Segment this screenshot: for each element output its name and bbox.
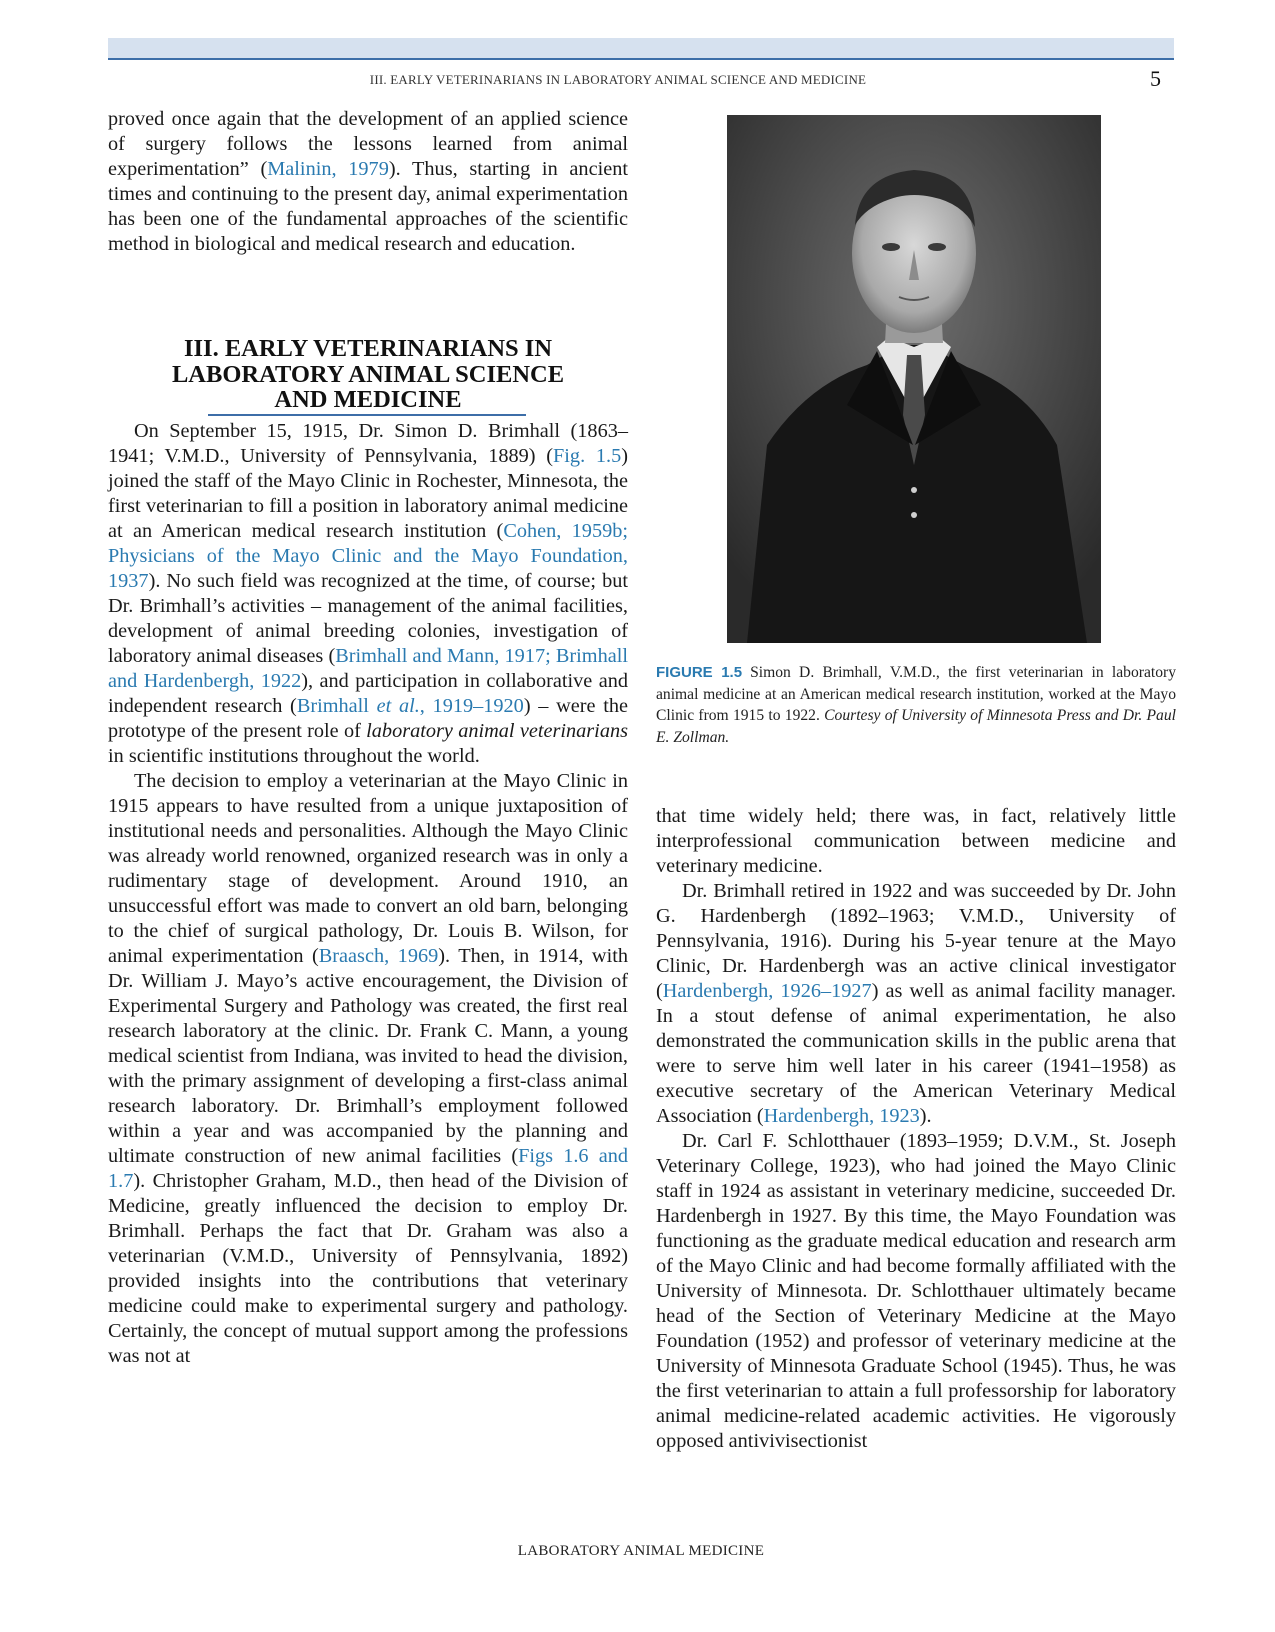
text: ). — [919, 1105, 932, 1127]
citation-link[interactable]: Brimhall and Mann, 1917; Brimhall and Hardenbergh, 1922 — [108, 645, 628, 692]
section-heading — [108, 336, 628, 413]
citation-link[interactable]: Braasch, 1969 — [318, 945, 439, 967]
citation-link[interactable] — [297, 695, 524, 717]
portrait-photo-illustration — [727, 115, 1101, 643]
citation-link[interactable]: Cohen, 1959b; Physicians of the Mayo Clinic and the Mayo Foundation, 1937 — [108, 520, 628, 592]
paragraph — [108, 769, 628, 1369]
left-intro-paragraph — [108, 107, 628, 257]
page-number: 5 — [1150, 66, 1161, 91]
text: ) – were the prototype of the present role of — [108, 695, 628, 742]
text: proved once again that the development of an applied science of surgery follows the lessons learned from animal experimentation” ( — [108, 108, 628, 180]
header-band — [108, 38, 1174, 60]
text: that time widely held; there was, in fact, relatively little interprofessional communication between medicine and veterinary medicine. — [656, 805, 1176, 877]
text: Dr. Brimhall retired in 1922 and was succeeded by Dr. John G. Hardenbergh (1892–1963; V.M.D., University of Pennsylvania, 1916). During his 5-year tenure at the Mayo Clinic, Dr. Hardenbergh was an active clinical investigator ( — [656, 880, 1176, 1002]
text: Dr. Carl F. Schlotthauer (1893–1959; D.V.M., St. Joseph Veterinary College, 1923), who had joined the Mayo Clinic staff in 1924 as assistant in veterinary medicine, succeeded Dr. Hardenbergh in 1927. By this time, the Mayo Foundation was functioning as the graduate medical education and research arm of the Mayo Clinic and had become formally affiliated with the University of Minnesota. Dr. Schlotthauer ultimately became head of the Section of Veterinary Medicine at the Mayo Foundation (1952) and professor of veterinary medicine at the University of Minnesota Graduate School (1945). Thus, he was the first veterinarian to attain a full professorship for laboratory animal medicine-related academic activities. He vigorously opposed antivivisectionist — [656, 1130, 1176, 1452]
paragraph — [656, 879, 1176, 1129]
text: ). Then, in 1914, with Dr. William J. Mayo’s active encouragement, the Division of Experimental Surgery and Pathology was created, the first real research laboratory at the clinic. Dr. Frank C. Mann, a young medical scientist from Indiana, was invited to head the division, with the primary assignment of developing a first-class animal research laboratory. Dr. Brimhall’s employment followed within a year and was accompanied by the planning and ultimate construction of new animal facilities ( — [108, 945, 628, 1167]
paragraph — [108, 419, 628, 769]
heading-underline — [208, 414, 526, 416]
portrait-photo — [727, 115, 1101, 643]
figure-caption — [656, 662, 1176, 748]
left-body — [108, 419, 628, 1369]
text: ). Christopher Graham, M.D., then head of the Division of Medicine, greatly influenced the decision to employ Dr. Brimhall. Perhaps the fact that Dr. Graham was also a veterinarian (V.M.D., University of Pennsylvania, 1892) provided insights into the contributions that veterinary medicine could make to experimental surgery and pathology. Certainly, the concept of mutual support among the professions was not at — [108, 1170, 628, 1367]
text: On September 15, 1915, Dr. Simon D. Brimhall (1863–1941; V.M.D., University of Pennsylvania, 1889) ( — [108, 420, 628, 467]
caption-credit: Courtesy of University of Minnesota Press and Dr. Paul E. Zollman. — [656, 707, 1176, 746]
text: ). Thus, starting in ancient times and continuing to the present day, animal experimentation has been one of the fundamental approaches of the scientific method in biological and medical research and education. — [108, 158, 628, 255]
text: in scientific institutions throughout the world. — [108, 745, 480, 767]
text: ). No such field was recognized at the time, of course; but Dr. Brimhall’s activities – management of the animal facilities, development of animal breeding colonies, investigation of laboratory animal diseases ( — [108, 570, 628, 667]
text: The decision to employ a veterinarian at the Mayo Clinic in 1915 appears to have resulted from a unique juxtaposition of institutional needs and personalities. Although the Mayo Clinic was already world renowned, organized research was in only a rudimentary stage of development. Around 1910, an unsuccessful effort was made to convert an old barn, belonging to the chief of surgical pathology, Dr. Louis B. Wilson, for animal experimentation ( — [108, 770, 628, 967]
citation-link[interactable]: Hardenbergh, 1923 — [763, 1105, 920, 1127]
paragraph — [656, 1129, 1176, 1454]
heading-line: AND MEDICINE — [274, 386, 462, 413]
text: ) joined the staff of the Mayo Clinic in Rochester, Minnesota, the first veterinarian to fill a position in laboratory animal medicine at an American medical research institution ( — [108, 445, 628, 542]
citation-link[interactable]: Fig. 1.5 — [553, 445, 622, 467]
paragraph — [656, 804, 1176, 879]
heading-line: LABORATORY ANIMAL SCIENCE — [171, 360, 565, 388]
running-head: III. EARLY VETERINARIANS IN LABORATORY ANIMAL SCIENCE AND MEDICINE — [369, 72, 867, 87]
footer-title: LABORATORY ANIMAL MEDICINE — [517, 1543, 765, 1559]
text: Brimhall — [296, 695, 377, 717]
figure-label: FIGURE 1.5 — [656, 664, 743, 681]
caption-text: Simon D. Brimhall, V.M.D., the first veterinarian in laboratory animal medicine at an American medical research institution, worked at the Mayo Clinic from 1915 to 1922. — [656, 664, 1176, 724]
heading-line: III. EARLY VETERINARIANS IN — [183, 335, 553, 362]
citation-link[interactable]: Hardenbergh, 1926–1927 — [662, 980, 872, 1002]
text: et al. — [376, 695, 420, 717]
text: , 1919–1920 — [419, 695, 524, 717]
text: ), and participation in collaborative and independent research ( — [108, 670, 628, 717]
citation-link[interactable]: Malinin, 1979 — [267, 158, 389, 180]
italic-term: laboratory animal veterinarians — [366, 720, 628, 742]
citation-link[interactable]: Figs 1.6 and 1.7 — [108, 1145, 629, 1192]
text: ) as well as animal facility manager. In a stout defense of animal experimentation, he also demonstrated the communication skills in the public arena that were to serve him well later in his career (1941–1958) as executive secretary of the American Veterinary Medical Association ( — [656, 980, 1177, 1127]
right-body — [656, 804, 1176, 1454]
